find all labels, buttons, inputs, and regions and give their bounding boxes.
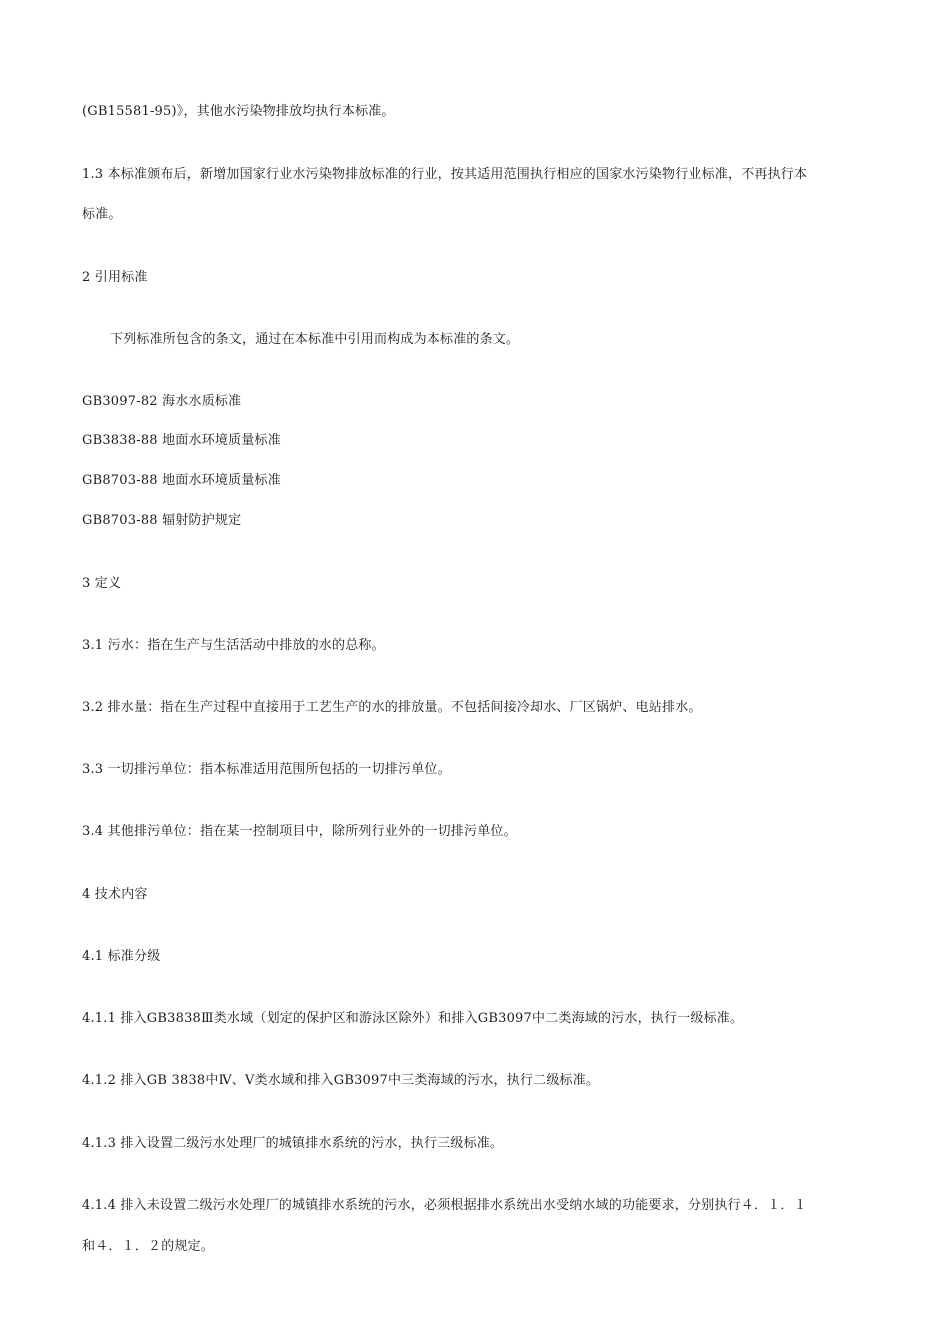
- definition-item: 3.4 其他排污单位：指在某一控制项目中，除所列行业外的一切排污单位。: [82, 824, 517, 839]
- section-2-intro: 下列标准所包含的条文，通过在本标准中引用而构成为本标准的条文。: [110, 332, 520, 347]
- reference-item: GB3097-82 海水水质标准: [82, 394, 242, 409]
- clause-item: 4.1.1 排入GB3838Ⅲ类水域（划定的保护区和游泳区除外）和排入GB3097中二类海域的污水，执行一级标准。: [82, 1011, 744, 1026]
- text-line: (GB15581-95)》，其他水污染物排放均执行本标准。: [82, 104, 395, 119]
- reference-item: GB8703-88 辐射防护规定: [82, 513, 242, 528]
- heading-section-2: 2 引用标准: [82, 270, 148, 285]
- section-1-3-line-2: 标准。: [82, 207, 122, 222]
- clause-item: 4.1.2 排入GB 3838中Ⅳ、Ⅴ类水域和排入GB3097中三类海域的污水，执行二级标准。: [82, 1073, 600, 1088]
- section-1-3-line-1: 1.3 本标准颁布后，新增加国家行业水污染物排放标准的行业，按其适用范围执行相应的国家水污染物行业标准，不再执行本: [82, 167, 808, 182]
- heading-section-4-1: 4.1 标准分级: [82, 949, 161, 964]
- heading-section-3: 3 定义: [82, 576, 122, 591]
- reference-item: GB8703-88 地面水环境质量标准: [82, 473, 281, 488]
- clause-4-1-4-line-2: 和４．１．２的规定。: [82, 1239, 215, 1254]
- definition-item: 3.2 排水量：指在生产过程中直接用于工艺生产的水的排放量。不包括间接冷却水、厂区锅炉、电站排水。: [82, 700, 702, 715]
- reference-item: GB3838-88 地面水环境质量标准: [82, 433, 281, 448]
- definition-item: 3.3 一切排污单位：指本标准适用范围所包括的一切排污单位。: [82, 762, 451, 777]
- definition-item: 3.1 污水：指在生产与生活活动中排放的水的总称。: [82, 638, 385, 653]
- clause-4-1-4-line-1: 4.1.4 排入未设置二级污水处理厂的城镇排水系统的污水，必须根据排水系统出水受纳水域的功能要求，分别执行４．１．１: [82, 1198, 807, 1213]
- heading-section-4: 4 技术内容: [82, 887, 148, 902]
- clause-item: 4.1.3 排入设置二级污水处理厂的城镇排水系统的污水，执行三级标准。: [82, 1136, 504, 1151]
